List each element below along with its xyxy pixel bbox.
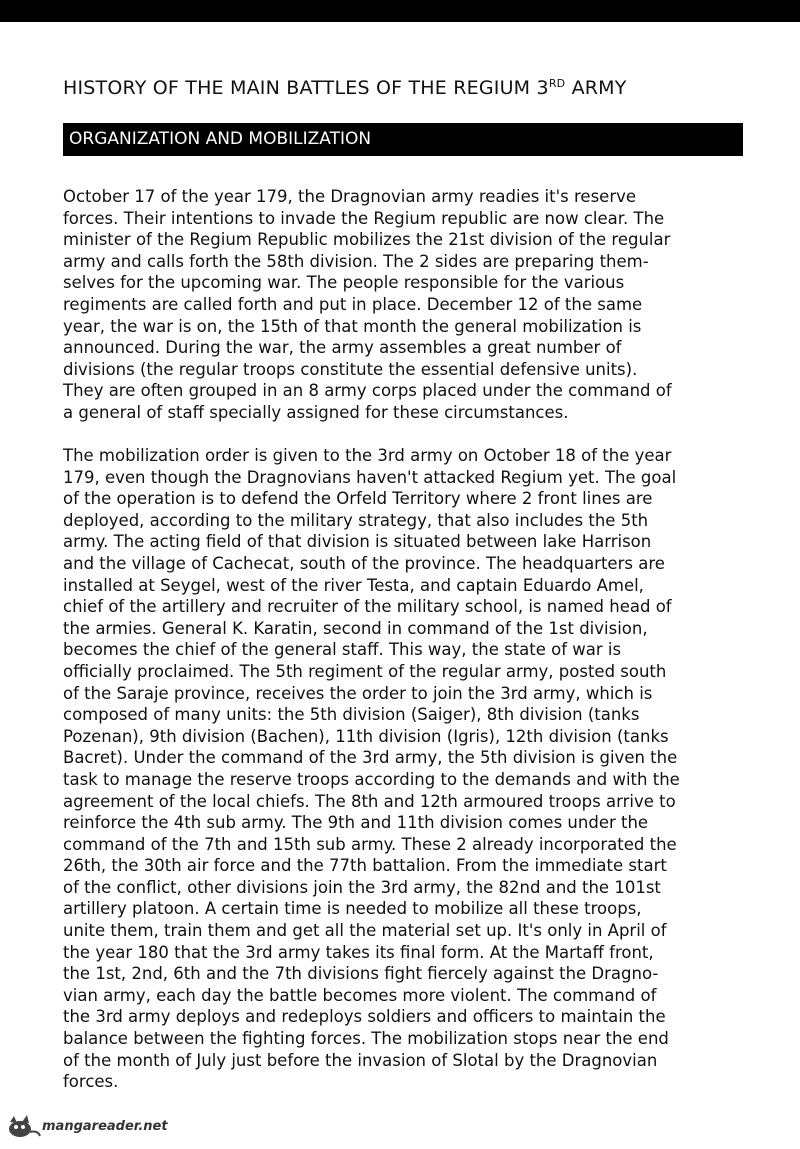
text-line: of the conflict, other divisions join the 3rd army, the 82nd and the 101st [63, 877, 661, 897]
text-line: 26th, the 30th air force and the 77th battalion. From the immediate start [63, 856, 667, 876]
text-line: composed of many units: the 5th division (Saiger), 8th division (tanks [63, 705, 640, 725]
text-line: Bacret). Under the command of the 3rd army, the 5th division is given the [63, 748, 678, 768]
text-line: vian army, each day the battle becomes more violent. The command of [63, 985, 657, 1005]
text-line: selves for the upcoming war. The people responsible for the various [63, 273, 625, 293]
page-title-main: HISTORY OF THE MAIN BATTLES OF THE REGIUM 3 [63, 77, 549, 99]
text-line: They are often grouped in an 8 army corps placed under the command of [63, 381, 672, 401]
text-line: the 3rd army deploys and redeploys soldiers and officers to maintain the [63, 1007, 666, 1027]
text-line: of the Saraje province, receives the order to join the 3rd army, which is [63, 683, 653, 703]
section-heading: ORGANIZATION AND MOBILIZATION [69, 129, 372, 149]
text-line: The mobilization order is given to the 3rd army on October 18 of the year [63, 446, 672, 465]
text-line: forces. Their intentions to invade the Regium republic are now clear. The [63, 208, 665, 228]
text-line: chief of the artillery and recruiter of the military school, is named head of [63, 597, 672, 617]
text-line: and the village of Cachecat, south of the province. The headquarters are [63, 553, 665, 573]
top-black-bar [0, 0, 800, 22]
text-line: a general of staff specially assigned for these circumstances. [63, 402, 569, 422]
page-title [63, 76, 763, 100]
text-line: year, the war is on, the 15th of that month the general mobilization is [63, 316, 642, 336]
text-line: reinforce the 4th sub army. The 9th and 11th division comes under the [63, 813, 649, 833]
text-line: artillery platoon. A certain time is needed to mobilize all these troops, [63, 899, 642, 919]
text-line: task to manage the reserve troops according to the demands and with the [63, 769, 680, 789]
page-title-superscript: RD [548, 77, 566, 90]
text-line: of the operation is to defend the Orfeld Territory where 2 front lines are [63, 489, 653, 509]
text-line: deployed, according to the military strategy, that also includes the 5th [63, 510, 649, 530]
text-line: becomes the chief of the general staff. This way, the state of war is [63, 640, 622, 660]
text-line: Pozenan), 9th division (Bachen), 11th division (Igris), 12th division (tanks [63, 726, 669, 746]
text-line: agreement of the local chiefs. The 8th and 12th armoured troops arrive to [63, 791, 676, 811]
watermark-text: mangareader.net [42, 1119, 168, 1134]
section-heading-bar [63, 123, 743, 156]
text-line: 179, even though the Dragnovians haven't attacked Regium yet. The goal [63, 467, 677, 487]
text-line: regiments are called forth and put in place. December 12 of the same [63, 294, 643, 314]
watermark[interactable] [6, 1112, 176, 1142]
text-line: minister of the Regium Republic mobilizes the 21st division of the regular [63, 230, 671, 250]
text-line: the armies. General K. Karatin, second in command of the 1st division, [63, 618, 648, 638]
paragraph-1 [63, 186, 753, 424]
text-line: forces. [63, 1072, 119, 1092]
text-line: unite them, train them and get all the material set up. It's only in April of [63, 921, 667, 941]
character-logo-icon [6, 1112, 42, 1142]
text-line: army. The acting field of that division is situated between lake Harrison [63, 532, 652, 552]
text-line: of the month of July just before the invasion of Slotal by the Dragnovian [63, 1050, 658, 1070]
text-line: command of the 7th and 15th sub army. These 2 already incorporated the [63, 834, 677, 854]
page-title-tail: ARMY [565, 77, 627, 99]
text-line: the 1st, 2nd, 6th and the 7th divisions fight fiercely against the Dragno- [63, 964, 659, 984]
text-line: October 17 of the year 179, the Dragnovian army readies it's reserve [63, 187, 637, 206]
text-line: installed at Seygel, west of the river Testa, and captain Eduardo Amel, [63, 575, 644, 595]
text-line: officially proclaimed. The 5th regiment of the regular army, posted south [63, 661, 667, 681]
text-line: balance between the fighting forces. The mobilization stops near the end [63, 1029, 669, 1049]
text-line: announced. During the war, the army assembles a great number of [63, 338, 622, 358]
text-line: army and calls forth the 58th division. The 2 sides are preparing them- [63, 251, 649, 271]
paragraph-2 [63, 445, 753, 1093]
text-line: the year 180 that the 3rd army takes its final form. At the Martaff front, [63, 942, 654, 962]
text-line: divisions (the regular troops constitute the essential defensive units). [63, 359, 638, 379]
